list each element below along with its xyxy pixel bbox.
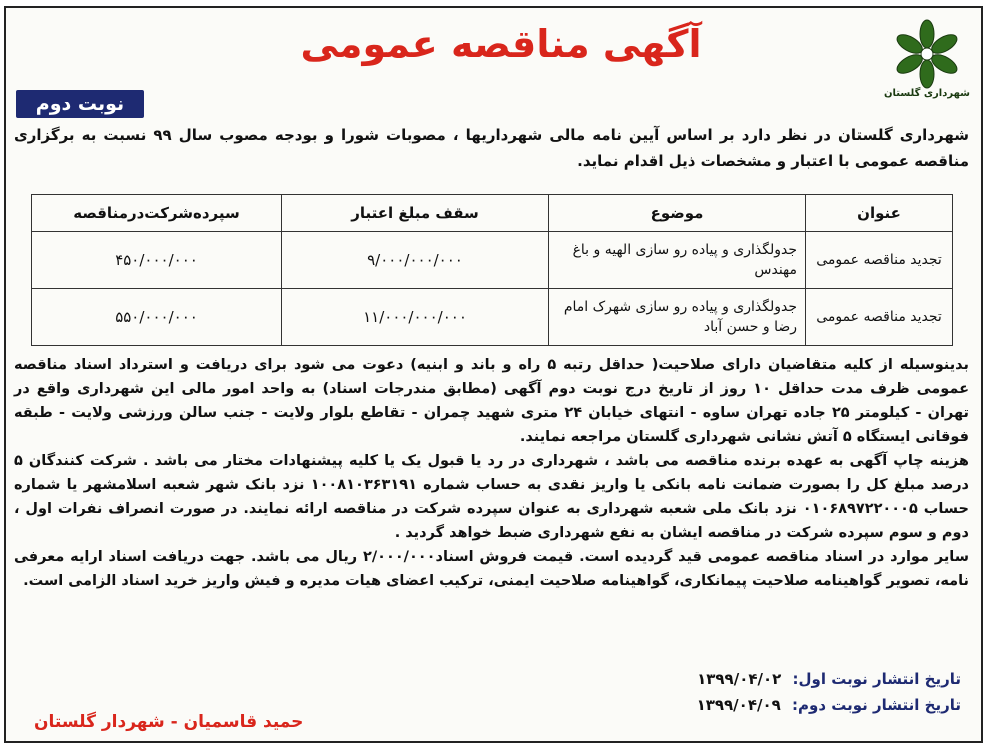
mayor-signature: حمید قاسمیان - شهردار گلستان (34, 712, 304, 732)
first-date-value: ۱۳۹۹/۰۴/۰۲ (697, 670, 782, 688)
second-round-badge: نوبت دوم (16, 90, 144, 118)
first-date-label: تاریخ انتشار نوبت اول: (792, 670, 961, 688)
second-date-label: تاریخ انتشار نوبت دوم: (792, 696, 961, 714)
row-subject: جدولگذاری و پیاده رو سازی الهیه و باغ مهندس (549, 232, 806, 289)
publication-dates (361, 666, 961, 718)
header-title: عنوان (806, 195, 953, 232)
paragraph-deposit: هزینه چاپ آگهی به عهده برنده مناقصه می باشد ، شهرداری در رد یا قبول یک یا کلیه پیشنهادات مختار می باشد . شرکت کنندگان ۵ درصد مبلغ کل را بصورت ضمانت نامه بانکی یا واریز نقدی به حساب شماره ۱۰۰۸۱۰۳۶۳۱۹۱ نزد بانک شهر شعبه اسلامشهر یا شماره حساب ۰۱۰۶۸۹۷۲۲۰۰۰۵ نزد بانک ملی شعبه شهرداری به عنوان سپرده شرکت در مناقصه ارائه نمایند. در صورت انصراف نفرات اول ، دوم و سوم سپرده شرکت در مناقصه ایشان به نفع شهرداری ضبط خواهد گردید . (14, 453, 970, 541)
body-text (14, 353, 969, 593)
notice-frame (4, 6, 983, 743)
second-date-value: ۱۳۹۹/۰۴/۰۹ (696, 696, 781, 714)
table-row (32, 232, 953, 289)
table-row (32, 289, 953, 346)
row-credit: ۹/۰۰۰/۰۰۰/۰۰۰ (282, 232, 549, 289)
header-subject: موضوع (549, 195, 806, 232)
flower-logo-icon (887, 18, 967, 90)
tender-table (31, 194, 953, 346)
table-header-row (32, 195, 953, 232)
notice-title: آگهی مناقصه عمومی (300, 22, 702, 66)
row-deposit: ۴۵۰/۰۰۰/۰۰۰ (32, 232, 282, 289)
row-subject: جدولگذاری و پیاده رو سازی شهرک امام رضا و حسن آباد (549, 289, 806, 346)
header-deposit: سپرده‌شرکت‌درمناقصه (32, 195, 282, 232)
row-credit: ۱۱/۰۰۰/۰۰۰/۰۰۰ (282, 289, 549, 346)
paragraph-invitation: بدینوسیله از کلیه متقاضیان دارای صلاحیت( حداقل رتبه ۵ راه و باند و ابنیه) دعوت می شود برای دریافت و استرداد اسناد مناقصه عمومی ظرف مدت حداقل ۱۰ روز از تاریخ درج نوبت دوم آگهی (مطابق مندرجات اسناد) به واحد امور مالی این شهرداری واقع در تهران - کیلومتر ۲۵ جاده تهران ساوه - انتهای خیابان ۲۴ متری شهید چمران - تقاطع بلوار ولایت - جنب سالن ورزشی ولایت - طبقه فوقانی ایستگاه ۵ آتش نشانی شهرداری گلستان مراجعه نمایند. (14, 357, 970, 445)
header (6, 8, 981, 120)
municipality-logo (879, 18, 975, 114)
header-credit: سقف مبلغ اعتبار (282, 195, 549, 232)
second-publication-date (361, 692, 961, 718)
paragraph-documents: سایر موارد در اسناد مناقصه عمومی قید گردیده است. قیمت فروش اسناد۲/۰۰۰/۰۰۰ ریال می باشد. جهت دریافت اسناد ارایه معرفی نامه، تصویر گواهینامه صلاحیت پیمانکاری، گواهینامه صلاحیت ایمنی، ترکیب اعضای هیات مدیره و فیش واریز خرید اسناد الزامی است. (14, 549, 969, 589)
row-title: تجدید مناقصه عمومی (806, 232, 953, 289)
row-deposit: ۵۵۰/۰۰۰/۰۰۰ (32, 289, 282, 346)
first-publication-date (361, 666, 961, 692)
row-title: تجدید مناقصه عمومی (806, 289, 953, 346)
intro-text: شهرداری گلستان در نظر دارد بر اساس آیین نامه مالی شهرداریها ، مصوبات شورا و بودجه مصوب سال ۹۹ نسبت به برگزاری مناقصه عمومی با اعتبار و مشخصات ذیل اقدام نماید. (14, 126, 969, 170)
logo-caption: شهرداری گلستان (883, 88, 971, 99)
